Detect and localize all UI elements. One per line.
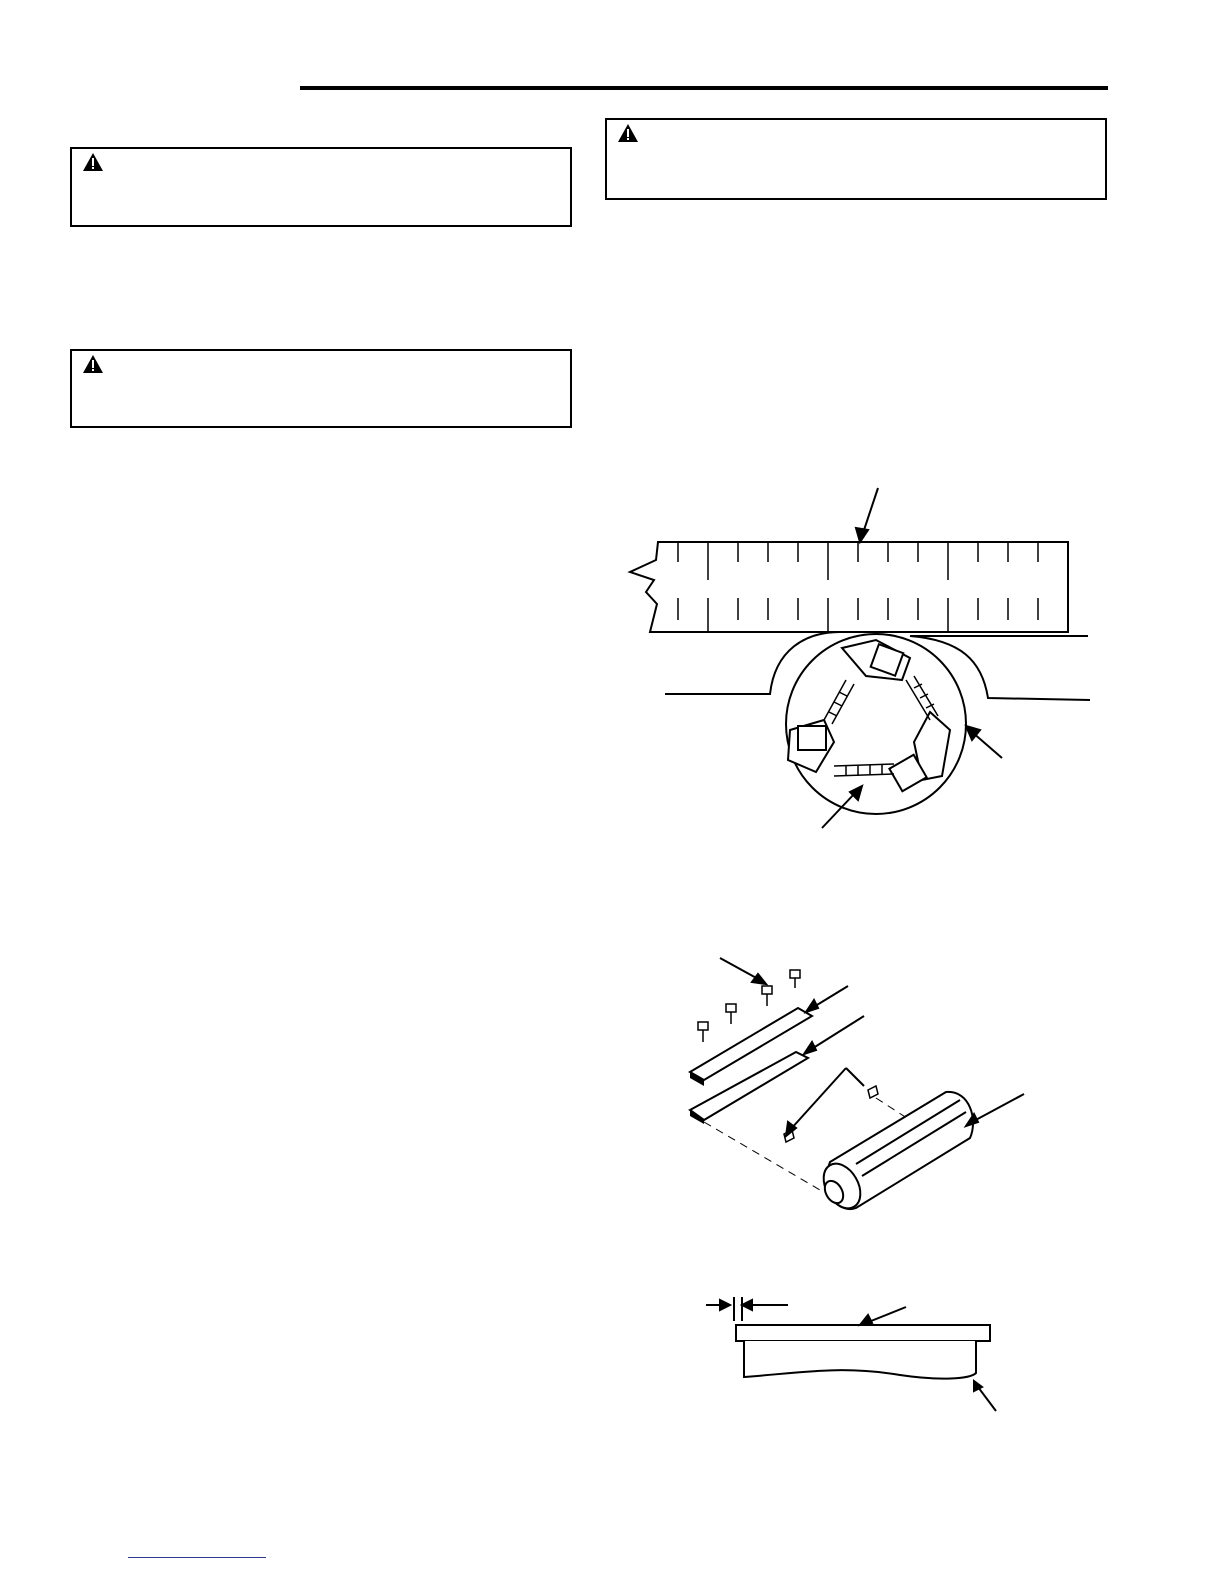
warning-triangle-icon	[82, 354, 104, 374]
callout-arrow-straight-edge	[856, 488, 878, 542]
knife-assembly-exploded-figure	[680, 950, 1040, 1230]
warning-triangle-icon	[617, 123, 639, 143]
warning-box-3	[605, 118, 1107, 200]
warning-triangle-icon	[82, 152, 104, 172]
knife-gib	[690, 1008, 812, 1080]
warning-box-1	[70, 147, 572, 227]
footer-link-underline[interactable]	[128, 1557, 266, 1558]
callout-arrow-cutterhead	[966, 726, 1002, 758]
header-rule	[300, 86, 1108, 90]
knife-projection-detail-figure	[700, 1295, 1010, 1415]
straight-edge	[630, 542, 1068, 632]
cutterhead-cylinder	[816, 1092, 973, 1215]
warning-box-2	[70, 349, 572, 428]
jack-screw-knife-setting-figure	[610, 480, 1110, 850]
cutterhead-body	[744, 1341, 976, 1379]
knife-edge	[736, 1325, 990, 1341]
